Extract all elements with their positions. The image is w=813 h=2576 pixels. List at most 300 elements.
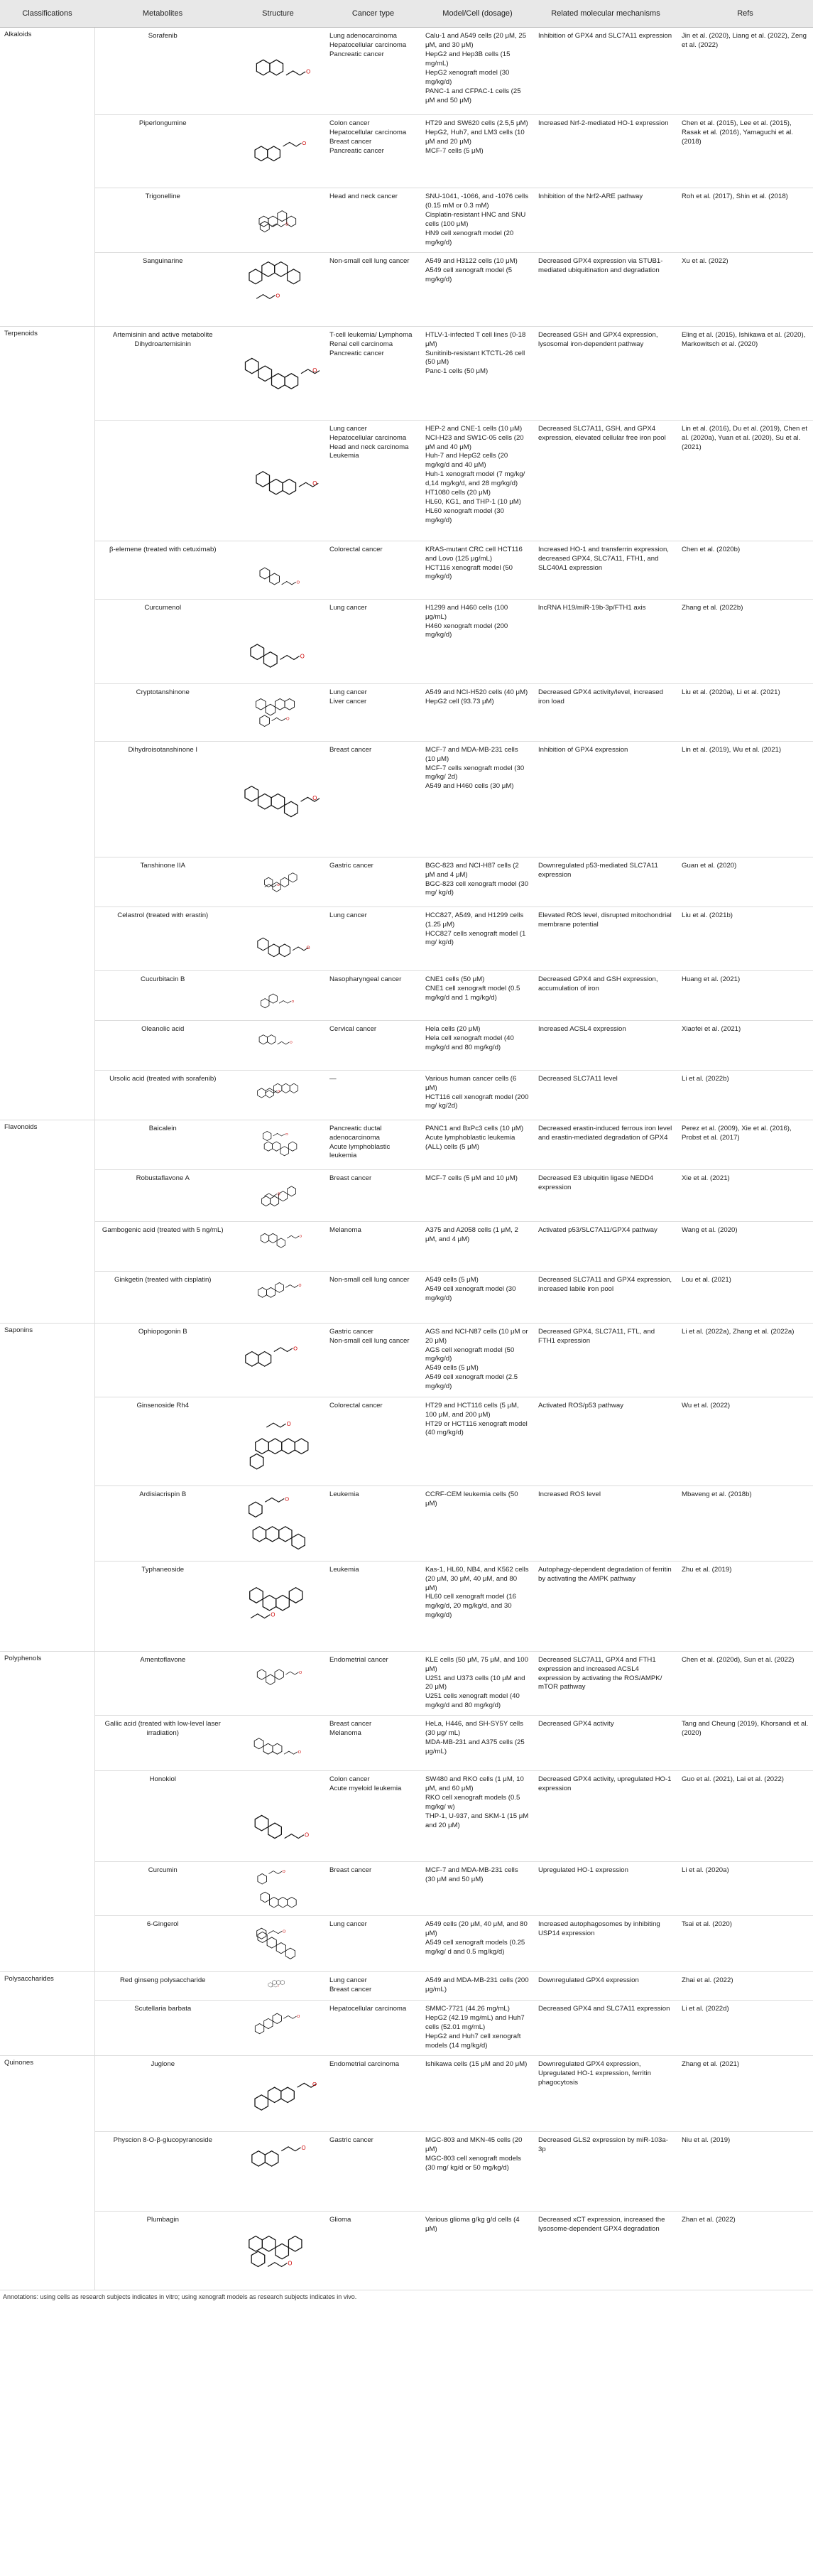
metabolite-cell: Juglone <box>94 2055 231 2131</box>
structure-cell <box>231 1771 325 1862</box>
structure-cell <box>231 1271 325 1323</box>
molecule-structure-image <box>236 1225 320 1267</box>
mechanism-cell: Decreased GPX4 activity/level, increased iron load <box>534 683 677 741</box>
table-row <box>0 2001 813 2056</box>
table-row <box>0 1485 813 1561</box>
metabolite-cell: Artemisinin and active metabolite Dihydroartemisinin <box>94 326 231 420</box>
svg-text:O: O <box>271 1611 275 1618</box>
cancer-type-cell: Hepatocellular carcinoma <box>325 2001 421 2056</box>
svg-text:O: O <box>312 2081 317 2088</box>
cancer-type-cell: Gastric cancer Non-small cell lung cancer <box>325 1323 421 1397</box>
mechanism-cell: Activated ROS/p53 pathway <box>534 1397 677 1485</box>
model-cell: HT29 and SW620 cells (2.5,5 μM) HepG2, Huh7, and LM3 cells (10 μM and 20 μM) MCF-7 cells (5 μM) <box>421 115 534 188</box>
mechanism-cell: Decreased GPX4, SLC7A11, FTL, and FTH1 expression <box>534 1323 677 1397</box>
svg-text:O: O <box>275 292 280 299</box>
model-cell: A375 and A2058 cells (1 μM, 2 μM, and 4 μM) <box>421 1221 534 1271</box>
mechanism-cell: Increased Nrf-2-mediated HO-1 expression <box>534 115 677 188</box>
cancer-type-cell: Endometrial carcinoma <box>325 2055 421 2131</box>
table-row <box>0 1397 813 1485</box>
svg-text:O: O <box>298 1283 302 1288</box>
molecule-structure-image <box>236 974 320 1017</box>
model-cell: SW480 and RKO cells (1 μM, 10 μM, and 60 μM) RKO cell xenograft models (0.5 mg/kg/ w) THP-1, U-937, and SKM-1 (15 μM and 20 μM) <box>421 1771 534 1862</box>
structure-image <box>236 1865 320 1912</box>
structure-image <box>236 687 320 737</box>
model-cell: Calu-1 and A549 cells (20 μM, 25 μM, and 30 μM) HepG2 and Hep3B cells (15 mg/mL) HepG2 xenograft model (30 mg/kg/d) PANC-1 and CFPAC-1 cells (25 μM and 50 μM) <box>421 28 534 115</box>
structure-cell <box>231 1020 325 1070</box>
mechanism-cell: Decreased xCT expression, increased the lysosome-dependent GPX4 degradation <box>534 2211 677 2290</box>
cancer-type-cell: — <box>325 1070 421 1120</box>
mechanism-cell: Inhibition of GPX4 and SLC7A11 expression <box>534 28 677 115</box>
svg-text:O: O <box>306 945 310 951</box>
model-cell: KLE cells (50 μM, 75 μM, and 100 μM) U251 and U373 cells (10 μM and 20 μM) U251 cells xenograft model (40 mg/kg/d and 80 mg/kg/d) <box>421 1651 534 1716</box>
model-cell: A549 and MDA-MB-231 cells (200 μg/mL) <box>421 1972 534 2001</box>
model-cell: H1299 and H460 cells (100 μg/mL) H460 xenograft model (200 mg/kg/d) <box>421 599 534 683</box>
table-row <box>0 683 813 741</box>
cancer-type-cell: Gastric cancer <box>325 2131 421 2211</box>
metabolite-cell: Trigonelline <box>94 188 231 253</box>
refs-cell: Guo et al. (2021), Lai et al. (2022) <box>677 1771 813 1862</box>
header-cancer-type: Cancer type <box>325 0 421 28</box>
model-cell: PANC1 and BxPc3 cells (10 μM) Acute lymphoblastic leukemia (ALL) cells (5 μM) <box>421 1120 534 1169</box>
molecule-structure-image <box>236 910 320 967</box>
structure-cell <box>231 2055 325 2131</box>
mechanism-cell: Decreased SLC7A11, GSH, and GPX4 expression, elevated cellular free iron pool <box>534 420 677 541</box>
metabolite-cell: Physcion 8-O-β-glucopyranoside <box>94 2131 231 2211</box>
cancer-type-cell: Lung cancer <box>325 599 421 683</box>
cancer-type-cell: Lung cancer <box>325 907 421 970</box>
header-refs: Refs <box>677 0 813 28</box>
table-row <box>0 1070 813 1120</box>
model-cell: Kas-1, HL60, NB4, and K562 cells (20 μM, 30 μM, 40 μM, and 80 μM) HL60 cell xenograft model (16 mg/kg/d, 20 mg/kg/d, and 30 mg/kg/d) <box>421 1561 534 1651</box>
cancer-type-cell: Colorectal cancer <box>325 541 421 599</box>
svg-text:O: O <box>285 1132 288 1137</box>
molecule-structure-image <box>236 2059 320 2128</box>
refs-cell: Tang and Cheung (2019), Khorsandi et al. (2020) <box>677 1716 813 1771</box>
model-cell: Various human cancer cells (6 μM) HCT116 cell xenograft model (200 mg/ kg/2d) <box>421 1070 534 1120</box>
structure-image <box>236 2135 320 2207</box>
svg-text:O: O <box>296 580 300 585</box>
structure-image <box>236 1655 320 1701</box>
structure-image <box>236 191 320 239</box>
mechanism-cell: lncRNA H19/miR-19b-3p/FTH1 axis <box>534 599 677 683</box>
structure-image <box>236 31 320 111</box>
structure-image <box>236 1564 320 1647</box>
svg-text:O: O <box>312 794 317 801</box>
structure-image <box>236 974 320 1017</box>
header-metabolites: Metabolites <box>94 0 231 28</box>
molecule-structure-image <box>236 1655 320 1701</box>
classification-cell: Saponins <box>0 1323 94 1651</box>
structure-image <box>236 1326 320 1393</box>
structure-cell <box>231 1485 325 1561</box>
model-cell: HT29 and HCT116 cells (5 μM, 100 μM, and 200 μM) HT29 or HCT116 xenograft model (40 mg/kg/d) <box>421 1397 534 1485</box>
svg-text:O: O <box>286 716 290 721</box>
structure-cell <box>231 2001 325 2056</box>
structure-image <box>236 330 320 416</box>
metabolite-cell: Dihydroisotanshinone I <box>94 741 231 857</box>
structure-cell <box>231 28 325 115</box>
molecule-structure-image <box>236 2214 320 2286</box>
metabolite-cell: Sorafenib <box>94 28 231 115</box>
model-cell: A549 cells (5 μM) A549 cell xenograft model (30 mg/kg/d) <box>421 1271 534 1323</box>
model-cell: HEP-2 and CNE-1 cells (10 μM) NCI-H23 and SW1C-05 cells (20 μM and 40 μM) Huh-7 and HepG2 cells (20 mg/kg/d and 40 μM) Huh-1 xenograft model (7 mg/kg/ d,14 mg/kg/d, and 28 mg/kg/d) HT1080 cells (20 μM) HL60, KG1, and THP-1 (10 μM) HL60 xenograft model (30 mg/kg/d) <box>421 420 534 541</box>
table-row <box>0 2211 813 2290</box>
refs-cell: Perez et al. (2009), Xie et al. (2016), Probst et al. (2017) <box>677 1120 813 1169</box>
structure-image <box>236 602 320 680</box>
molecule-structure-image <box>236 745 320 853</box>
model-cell: A549 and NCI-H520 cells (40 μM) HepG2 cell (93.73 μM) <box>421 683 534 741</box>
refs-cell: Lin et al. (2019), Wu et al. (2021) <box>677 741 813 857</box>
cancer-type-cell: Endometrial cancer <box>325 1651 421 1716</box>
table-row <box>0 599 813 683</box>
structure-image <box>236 1719 320 1767</box>
refs-cell: Li et al. (2022d) <box>677 2001 813 2056</box>
mechanism-cell: Downregulated GPX4 expression <box>534 1972 677 2001</box>
mechanism-cell: Decreased GSH and GPX4 expression, lysosomal iron-dependent pathway <box>534 326 677 420</box>
structure-cell <box>231 115 325 188</box>
table-row <box>0 1972 813 2001</box>
structure-cell <box>231 2131 325 2211</box>
classification-cell: Polyphenols <box>0 1651 94 1972</box>
table-row <box>0 2055 813 2131</box>
model-cell: Hela cells (20 μM) Hela cell xenograft model (40 mg/kg/d and 80 mg/kg/d) <box>421 1020 534 1070</box>
table-row <box>0 420 813 541</box>
table-row <box>0 970 813 1020</box>
structure-cell <box>231 188 325 253</box>
refs-cell: Chen et al. (2020b) <box>677 541 813 599</box>
model-cell: KRAS-mutant CRC cell HCT116 and Lovo (125 μg/mL) HCT116 xenograft model (50 mg/kg/d) <box>421 541 534 599</box>
table-row <box>0 1916 813 1972</box>
structure-image <box>236 1975 320 1996</box>
structure-cell <box>231 1972 325 2001</box>
svg-text:O: O <box>293 1345 298 1352</box>
structure-image <box>236 1489 320 1557</box>
svg-text:O: O <box>291 1000 295 1004</box>
header-mechanisms: Related molecular mechanisms <box>534 0 677 28</box>
structure-image <box>236 1123 320 1166</box>
structure-cell <box>231 1070 325 1120</box>
model-cell: CNE1 cells (50 μM) CNE1 cell xenograft model (0.5 mg/kg/d and 1 mg/kg/d) <box>421 970 534 1020</box>
structure-cell <box>231 1323 325 1397</box>
structure-cell <box>231 683 325 741</box>
svg-text:O: O <box>290 1041 293 1045</box>
metabolite-cell: Baicalein <box>94 1120 231 1169</box>
refs-cell: Guan et al. (2020) <box>677 857 813 907</box>
mechanism-cell: Downregulated GPX4 expression, Upregulated HO-1 expression, ferritin phagocytosis <box>534 2055 677 2131</box>
table-row <box>0 326 813 420</box>
mechanism-cell: Decreased GPX4 activity <box>534 1716 677 1771</box>
molecule-structure-image <box>236 2003 320 2050</box>
model-cell: A549 and H3122 cells (10 μM) A549 cell xenograft model (5 mg/kg/d) <box>421 252 534 326</box>
metabolite-cell: Gallic acid (treated with low-level laser irradiation) <box>94 1716 231 1771</box>
model-cell: SMMC-7721 (44.26 mg/mL) HepG2 (42.19 mg/mL) and Huh7 cells (52.01 mg/mL) HepG2 and Huh7 cell xenograft models (14 mg/kg/d) <box>421 2001 534 2056</box>
refs-cell: Xu et al. (2022) <box>677 252 813 326</box>
structure-cell <box>231 857 325 907</box>
svg-text:O: O <box>285 222 289 227</box>
metabolite-cell: Ardisiacrispin B <box>94 1485 231 1561</box>
refs-cell: Jin et al. (2020), Liang et al. (2022), Zeng et al. (2022) <box>677 28 813 115</box>
refs-cell: Eling et al. (2015), Ishikawa et al. (2020), Markowitsch et al. (2020) <box>677 326 813 420</box>
svg-text:O: O <box>300 653 305 660</box>
mechanism-cell: Increased ROS level <box>534 1485 677 1561</box>
structure-cell <box>231 1221 325 1271</box>
mechanism-cell: Decreased GLS2 expression by miR-103a-3p <box>534 2131 677 2211</box>
table-row <box>0 1862 813 1916</box>
svg-text:O: O <box>277 1192 280 1197</box>
molecule-structure-image <box>236 191 320 239</box>
molecule-structure-image <box>236 1489 320 1557</box>
refs-cell: Wang et al. (2020) <box>677 1221 813 1271</box>
header-classifications: Classifications <box>0 0 94 28</box>
svg-text:O: O <box>282 1870 285 1875</box>
svg-text:O: O <box>312 367 317 374</box>
metabolite-cell: Gambogenic acid (treated with 5 ng/mL) <box>94 1221 231 1271</box>
structure-cell <box>231 907 325 970</box>
structure-cell <box>231 326 325 420</box>
refs-cell: Liu et al. (2020a), Li et al. (2021) <box>677 683 813 741</box>
molecule-structure-image <box>236 1073 320 1116</box>
refs-cell: Mbaveng et al. (2018b) <box>677 1485 813 1561</box>
metabolite-cell: Piperlongumine <box>94 115 231 188</box>
model-cell: HTLV-1-infected T cell lines (0-18 μM) Sunitinib-resistant KTCTL-26 cell (50 μM) Panc-1 cells (50 μM) <box>421 326 534 420</box>
cancer-type-cell: Lung cancer Breast cancer <box>325 1972 421 2001</box>
refs-cell: Wu et al. (2022) <box>677 1397 813 1485</box>
mechanism-cell: Autophagy-dependent degradation of ferritin by activating the AMPK pathway <box>534 1561 677 1651</box>
molecule-structure-image <box>236 256 320 323</box>
model-cell: CCRF-CEM leukemia cells (50 μM) <box>421 1485 534 1561</box>
cancer-type-cell: Colorectal cancer <box>325 1397 421 1485</box>
molecule-structure-image <box>236 687 320 737</box>
metabolite-cell: Ginsenoside Rh4 <box>94 1397 231 1485</box>
refs-cell: Li et al. (2022a), Zhang et al. (2022a) <box>677 1323 813 1397</box>
metabolite-cell: β-elemene (treated with cetuximab) <box>94 541 231 599</box>
model-cell: MCF-7 and MDA-MB-231 cells (10 μM) MCF-7 cells xenograft model (30 mg/kg/ 2d) A549 and H460 cells (30 μM) <box>421 741 534 857</box>
table-row <box>0 1716 813 1771</box>
cancer-type-cell: Leukemia <box>325 1485 421 1561</box>
mechanism-cell: Decreased GPX4 expression via STUB1-mediated ubiquitination and degradation <box>534 252 677 326</box>
cancer-type-cell: Lung adenocarcinoma Hepatocellular carcinoma Pancreatic cancer <box>325 28 421 115</box>
metabolite-cell: Celastrol (treated with erastin) <box>94 907 231 970</box>
table-body <box>0 28 813 2290</box>
structure-image <box>236 1073 320 1116</box>
model-cell: Various glioma g/kg g/d cells (4 μM) <box>421 2211 534 2290</box>
cancer-type-cell: Breast cancer <box>325 1862 421 1916</box>
mechanism-cell: Downregulated p53-mediated SLC7A11 expression <box>534 857 677 907</box>
metabolite-cell: Curcumenol <box>94 599 231 683</box>
structure-cell <box>231 1862 325 1916</box>
table-row <box>0 1323 813 1397</box>
molecule-structure-image <box>236 602 320 680</box>
refs-cell: Tsai et al. (2020) <box>677 1916 813 1972</box>
svg-text:O: O <box>282 1930 286 1934</box>
cancer-type-cell: Breast cancer <box>325 741 421 857</box>
svg-text:O: O <box>298 1750 301 1755</box>
mechanism-cell: Decreased GPX4 and GSH expression, accumulation of iron <box>534 970 677 1020</box>
mechanism-cell: Decreased SLC7A11, GPX4 and FTH1 expression and increased ACSL4 expression by activating the ROS/AMPK/ mTOR pathway <box>534 1651 677 1716</box>
structure-image <box>236 860 320 903</box>
cancer-type-cell: Breast cancer Melanoma <box>325 1716 421 1771</box>
metabolite-cell: Plumbagin <box>94 2211 231 2290</box>
mechanism-cell: Decreased SLC7A11 and GPX4 expression, increased labile iron pool <box>534 1271 677 1323</box>
molecule-structure-image <box>236 1024 320 1066</box>
table-row <box>0 1120 813 1169</box>
molecule-structure-image <box>236 1975 320 1996</box>
mechanism-cell: Activated p53/SLC7A11/GPX4 pathway <box>534 1221 677 1271</box>
structure-image <box>236 1774 320 1858</box>
structure-image <box>236 2003 320 2050</box>
header-structure: Structure <box>231 0 325 28</box>
table-row <box>0 188 813 253</box>
svg-text:O: O <box>306 68 311 75</box>
structure-cell <box>231 1561 325 1651</box>
table-row <box>0 1169 813 1221</box>
svg-text:O: O <box>277 883 280 887</box>
classification-cell: Alkaloids <box>0 28 94 327</box>
refs-cell: Li et al. (2020a) <box>677 1862 813 1916</box>
refs-cell: Chen et al. (2015), Lee et al. (2015), Rasak et al. (2016), Yamaguchi et al. (2018) <box>677 115 813 188</box>
molecule-structure-image <box>236 1919 320 1968</box>
model-cell: BGC-823 and NCI-H87 cells (2 μM and 4 μM) BGC-823 cell xenograft model (30 mg/ kg/d) <box>421 857 534 907</box>
cancer-type-cell: Cervical cancer <box>325 1020 421 1070</box>
molecule-structure-image <box>236 860 320 903</box>
structure-image <box>236 1919 320 1968</box>
cancer-type-cell: Head and neck cancer <box>325 188 421 253</box>
metabolite-cell: Ursolic acid (treated with sorafenib) <box>94 1070 231 1120</box>
molecule-structure-image <box>236 1719 320 1767</box>
molecule-structure-image <box>236 2135 320 2207</box>
cancer-type-cell: Colon cancer Acute myeloid leukemia <box>325 1771 421 1862</box>
svg-text:O: O <box>301 2144 306 2151</box>
mechanism-cell: Decreased erastin-induced ferrous iron level and erastin-mediated degradation of GPX4 <box>534 1120 677 1169</box>
mechanism-cell: Elevated ROS level, disrupted mitochondrial membrane potential <box>534 907 677 970</box>
structure-image <box>236 1400 320 1482</box>
table-header <box>0 0 813 28</box>
refs-cell: Huang et al. (2021) <box>677 970 813 1020</box>
table-row <box>0 115 813 188</box>
cancer-type-cell: Nasopharyngeal cancer <box>325 970 421 1020</box>
refs-cell: Li et al. (2022b) <box>677 1070 813 1120</box>
molecule-structure-image <box>236 31 320 111</box>
metabolite-cell: Scutellaria barbata <box>94 2001 231 2056</box>
molecule-structure-image <box>236 1275 320 1319</box>
cancer-type-cell: Leukemia <box>325 1561 421 1651</box>
table-row <box>0 541 813 599</box>
cancer-type-cell: Gastric cancer <box>325 857 421 907</box>
molecule-structure-image <box>236 330 320 416</box>
cancer-type-cell: Lung cancer Liver cancer <box>325 683 421 741</box>
refs-cell: Lin et al. (2016), Du et al. (2019), Chen et al. (2020a), Yuan et al. (2020), Su et al. (2021) <box>677 420 813 541</box>
mechanism-cell: Decreased GPX4 and SLC7A11 expression <box>534 2001 677 2056</box>
structure-image <box>236 256 320 323</box>
structure-cell <box>231 1169 325 1221</box>
molecule-structure-image <box>236 1326 320 1393</box>
table-row <box>0 2131 813 2211</box>
svg-text:O: O <box>286 1420 291 1427</box>
mechanism-cell: Increased ACSL4 expression <box>534 1020 677 1070</box>
table-row <box>0 28 813 115</box>
structure-image <box>236 2214 320 2286</box>
metabolite-cell: Ginkgetin (treated with cisplatin) <box>94 1271 231 1323</box>
model-cell: AGS and NCI-N87 cells (10 μM or 20 μM) AGS cell xenograft model (50 mg/kg/d) A549 cells (5 μM) A549 cell xenograft model (2.5 mg/kg/d) <box>421 1323 534 1397</box>
molecule-structure-image <box>236 1173 320 1218</box>
molecule-structure-image <box>236 1865 320 1912</box>
metabolite-cell: Tanshinone IIA <box>94 857 231 907</box>
structure-image <box>236 1024 320 1066</box>
molecule-structure-image <box>236 1564 320 1647</box>
mechanism-cell: Upregulated HO-1 expression <box>534 1862 677 1916</box>
model-cell: MCF-7 and MDA-MB-231 cells (30 μM and 50 μM) <box>421 1862 534 1916</box>
structure-image <box>236 423 320 537</box>
cancer-type-cell: Lung cancer Hepatocellular carcinoma Head and neck carcinoma Leukemia <box>325 420 421 541</box>
classification-cell: Polysaccharides <box>0 1972 94 2056</box>
molecule-structure-image <box>236 118 320 184</box>
table-row <box>0 1561 813 1651</box>
molecule-structure-image <box>236 423 320 537</box>
structure-cell <box>231 252 325 326</box>
mechanism-cell: Decreased GPX4 activity, upregulated HO-1 expression <box>534 1771 677 1862</box>
structure-cell <box>231 2211 325 2290</box>
classification-cell: Quinones <box>0 2055 94 2290</box>
metabolite-cell: Honokiol <box>94 1771 231 1862</box>
model-cell: HeLa, H446, and SH-SY5Y cells (30 μg/ mL) MDA-MB-231 and A375 cells (25 μg/mL) <box>421 1716 534 1771</box>
model-cell: SNU-1041, -1066, and -1076 cells (0.15 mM or 0.3 mM) Cisplatin-resistant HNC and SNU cells (100 μM) HN9 cell xenograft model (20 mg/kg/d) <box>421 188 534 253</box>
cancer-type-cell: Breast cancer <box>325 1169 421 1221</box>
structure-cell <box>231 1916 325 1972</box>
refs-cell: Zhang et al. (2021) <box>677 2055 813 2131</box>
svg-text:O: O <box>302 140 307 147</box>
mechanism-cell: Decreased SLC7A11 level <box>534 1070 677 1120</box>
metabolite-cell: Ophiopogonin B <box>94 1323 231 1397</box>
table-row <box>0 252 813 326</box>
table-row <box>0 741 813 857</box>
molecule-structure-image <box>236 544 320 595</box>
structure-cell <box>231 1120 325 1169</box>
table-row <box>0 1221 813 1271</box>
refs-cell: Roh et al. (2017), Shin et al. (2018) <box>677 188 813 253</box>
metabolite-cell: 6-Gingerol <box>94 1916 231 1972</box>
table-row <box>0 1271 813 1323</box>
mechanism-cell: Increased HO-1 and transferrin expression, decreased GPX4, SLC7A11, FTH1, and SLC40A1 expression <box>534 541 677 599</box>
model-cell: MCF-7 cells (5 μM and 10 μM) <box>421 1169 534 1221</box>
metabolite-cell: Oleanolic acid <box>94 1020 231 1070</box>
structure-image <box>236 745 320 853</box>
svg-text:O: O <box>285 1495 290 1502</box>
refs-cell: Zhu et al. (2019) <box>677 1561 813 1651</box>
structure-image <box>236 1173 320 1218</box>
refs-cell: Chen et al. (2020d), Sun et al. (2022) <box>677 1651 813 1716</box>
model-cell: HCC827, A549, and H1299 cells (1.25 μM) HCC827 cells xenograft model (1 mg/ kg/d) <box>421 907 534 970</box>
structure-cell <box>231 1397 325 1485</box>
cancer-type-cell: Lung cancer <box>325 1916 421 1972</box>
mechanism-cell: Inhibition of the Nrf2-ARE pathway <box>534 188 677 253</box>
structure-cell <box>231 599 325 683</box>
table-row <box>0 1651 813 1716</box>
svg-text:O: O <box>277 1089 280 1093</box>
table-row <box>0 907 813 970</box>
molecule-structure-image <box>236 1774 320 1858</box>
refs-cell: Zhai et al. (2022) <box>677 1972 813 2001</box>
metabolite-cell: Sanguinarine <box>94 252 231 326</box>
metabolite-cell: Cucurbitacin B <box>94 970 231 1020</box>
svg-text:O: O <box>297 2015 300 2020</box>
svg-text:O: O <box>278 1985 280 1988</box>
svg-text:O: O <box>288 2260 293 2267</box>
cancer-type-cell: Glioma <box>325 2211 421 2290</box>
table-row <box>0 857 813 907</box>
cancer-type-cell: T-cell leukemia/ Lymphoma Renal cell carcinoma Pancreatic cancer <box>325 326 421 420</box>
cancer-type-cell: Pancreatic ductal adenocarcinoma Acute lymphoblastic leukemia <box>325 1120 421 1169</box>
metabolite-cell: Amentoflavone <box>94 1651 231 1716</box>
